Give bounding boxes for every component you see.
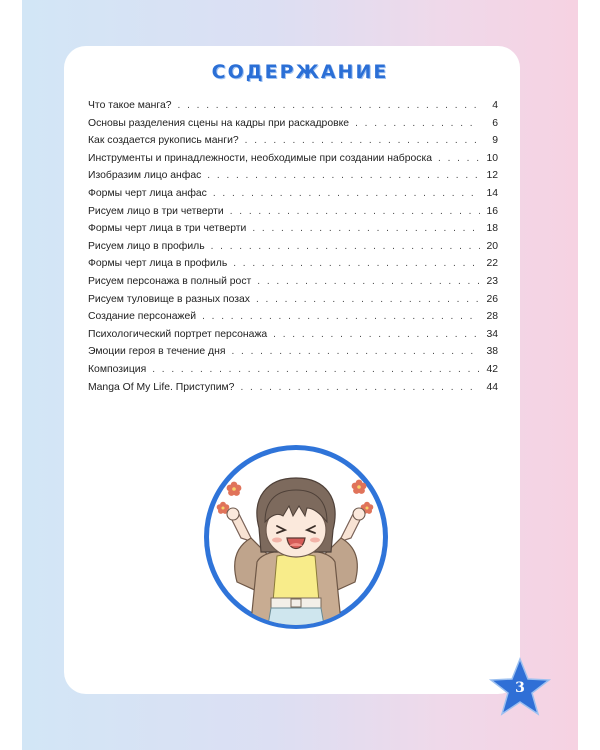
toc-entry-title: Рисуем туловище в разных позах: [88, 293, 250, 305]
toc-entry-page: 16: [486, 205, 498, 217]
toc-entry-title: Manga Of My Life. Приступим?: [88, 381, 235, 393]
toc-entry-title: Основы разделения сцены на кадры при раскадровке: [88, 117, 350, 129]
dot-leader: [213, 188, 480, 199]
toc-entry-page: 42: [486, 363, 498, 375]
toc-entry: [88, 382, 498, 400]
toc-entry-page: 28: [486, 311, 498, 323]
toc-entry: [88, 364, 498, 382]
dot-leader: [178, 100, 480, 111]
toc-entry-page: 38: [486, 346, 498, 358]
dot-leader: [256, 294, 480, 305]
toc-entry: [88, 329, 498, 347]
page-number: 3: [515, 680, 525, 696]
toc-entry-title: Композиция: [88, 363, 147, 375]
dot-leader: [273, 329, 480, 340]
toc-entry-title: Формы черт лица в профиль: [88, 258, 228, 270]
toc-entry: [88, 206, 498, 224]
toc-entry: [88, 311, 498, 329]
toc-entry-page: 4: [492, 100, 498, 111]
toc-entry-title: Инструменты и принадлежности, необходимые при создании наброска: [88, 152, 433, 164]
table-of-contents: [88, 100, 498, 399]
toc-entry: [88, 170, 498, 188]
dot-leader: [152, 364, 480, 375]
dot-leader: [233, 258, 480, 269]
dot-leader: [252, 223, 480, 234]
toc-entry-title: Психологический портрет персонажа: [88, 328, 268, 340]
dot-leader: [230, 206, 480, 217]
toc-entry-title: Эмоции героя в течение дня: [88, 346, 226, 358]
toc-entry-page: 18: [486, 223, 498, 235]
toc-entry-page: 9: [492, 135, 498, 147]
toc-entry-page: 22: [486, 258, 498, 270]
toc-entry: [88, 153, 498, 171]
toc-entry: [88, 100, 498, 118]
dot-leader: [240, 382, 480, 393]
dot-leader: [257, 276, 480, 287]
dot-leader: [202, 311, 480, 322]
toc-entry-title: Создание персонажей: [88, 311, 197, 323]
toc-entry: [88, 223, 498, 241]
toc-entry-title: Изобразим лицо анфас: [88, 170, 202, 182]
toc-entry: [88, 188, 498, 206]
toc-entry-page: 23: [486, 275, 498, 287]
toc-entry: [88, 118, 498, 136]
toc-entry: [88, 276, 498, 294]
toc-entry-title: Рисуем персонажа в полный рост: [88, 275, 252, 287]
toc-entry-page: 34: [486, 328, 498, 340]
dot-leader: [438, 153, 480, 164]
toc-entry-title: Формы черт лица анфас: [88, 187, 207, 199]
toc-entry-page: 14: [486, 187, 498, 199]
dot-leader: [231, 346, 480, 357]
dot-leader: [207, 170, 480, 181]
toc-entry: [88, 241, 498, 259]
toc-entry-page: 44: [486, 381, 498, 393]
toc-entry: [88, 294, 498, 312]
toc-entry-title: Что такое манга?: [88, 100, 172, 111]
cheering-manga-girl-illustration: [201, 442, 391, 632]
toc-entry-title: Формы черт лица в три четверти: [88, 223, 247, 235]
toc-entry-page: 6: [492, 117, 498, 129]
toc-entry: [88, 135, 498, 153]
toc-entry: [88, 258, 498, 276]
toc-entry-title: Рисуем лицо в профиль: [88, 240, 205, 252]
toc-entry-title: Как создается рукопись манги?: [88, 135, 239, 147]
toc-entry-page: 20: [486, 240, 498, 252]
dot-leader: [355, 118, 480, 129]
dot-leader: [245, 135, 480, 146]
toc-entry-title: Рисуем лицо в три четверти: [88, 205, 224, 217]
toc-entry-page: 10: [486, 152, 498, 164]
page-title: СОДЕРЖАНИЕ: [211, 61, 389, 83]
toc-entry-page: 12: [486, 170, 498, 182]
dot-leader: [211, 241, 480, 252]
toc-entry: [88, 346, 498, 364]
toc-entry-page: 26: [486, 293, 498, 305]
